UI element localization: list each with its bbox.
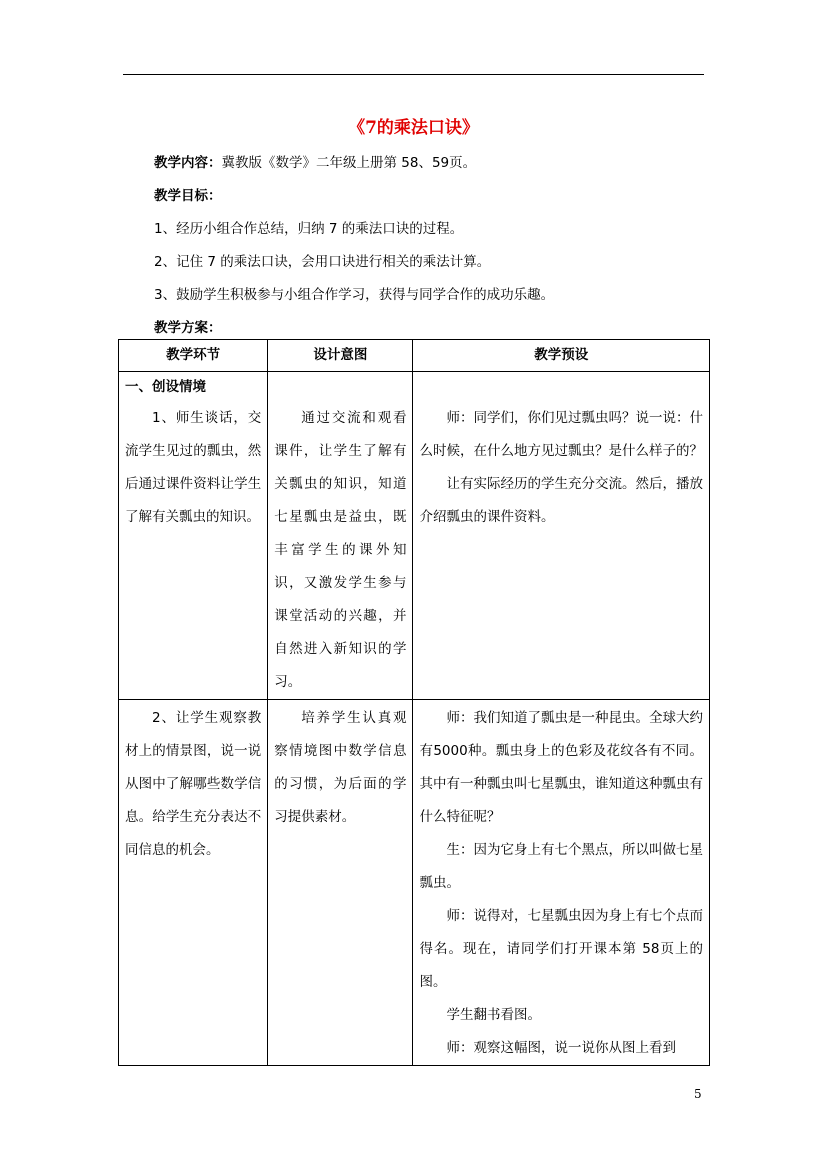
plan-cell bbox=[413, 700, 710, 1066]
intent-text: 培养学生认真观察情境图中数学信息的习惯，为后面的学习提供素材。 bbox=[274, 710, 407, 825]
plan-paragraph: 师：同学们，你们见过瓢虫吗？说一说：什么时候，在什么地方见过瓢虫？是什么样子的？ bbox=[419, 410, 703, 459]
column-header: 教学环节 bbox=[119, 340, 268, 372]
plan-cell bbox=[413, 372, 710, 700]
header-rule bbox=[123, 74, 704, 75]
plan-paragraph: 师：观察这幅图，说一说你从图上看到 bbox=[446, 1040, 676, 1056]
table-header-row bbox=[119, 340, 710, 372]
column-header: 设计意图 bbox=[268, 340, 413, 372]
lesson-plan-table bbox=[118, 339, 710, 1066]
objective-item: 2、记住 7 的乘法口诀，会用口诀进行相关的乘法计算。 bbox=[154, 254, 491, 270]
intent-text: 通过交流和观看课件，让学生了解有关瓢虫的知识，知道七星瓢虫是益虫，既丰富学生的课外知识，又激发学生参与课堂活动的兴趣，并自然进入新知识的学习。 bbox=[274, 410, 407, 690]
plan-paragraph: 让有实际经历的学生充分交流。然后，播放介绍瓢虫的课件资料。 bbox=[419, 476, 703, 525]
step-text: 1、师生谈话，交流学生见过的瓢虫，然后通过课件资料让学生了解有关瓢虫的知识。 bbox=[125, 410, 262, 525]
column-header: 教学预设 bbox=[413, 340, 710, 372]
page-title: 《7的乘法口诀》 bbox=[348, 118, 479, 138]
step-cell bbox=[119, 372, 268, 700]
objective-item: 1、经历小组合作总结，归纳 7 的乘法口诀的过程。 bbox=[154, 221, 464, 237]
step-cell bbox=[119, 700, 268, 1066]
plan-paragraph: 学生翻书看图。 bbox=[446, 1007, 541, 1023]
plan-paragraph: 生：因为它身上有七个黑点，所以叫做七星瓢虫。 bbox=[419, 842, 703, 891]
plan-label: 教学方案： bbox=[154, 320, 222, 336]
section-title: 一、创设情境 bbox=[125, 379, 206, 395]
content-text: 冀教版《数学》二年级上册第 58、59页。 bbox=[221, 155, 477, 171]
content-line bbox=[154, 151, 476, 171]
content-label: 教学内容： bbox=[154, 155, 222, 171]
step-text: 2、让学生观察教材上的情景图，说一说从图中了解哪些数学信息。给学生充分表达不同信息的机会。 bbox=[125, 710, 262, 858]
plan-paragraph: 师：我们知道了瓢虫是一种昆虫。全球大约有5000种。瓢虫身上的色彩及花纹各有不同。其中有一种瓢虫叫七星瓢虫，谁知道这种瓢虫有什么特征呢？ bbox=[419, 710, 703, 825]
objective-item: 3、鼓励学生积极参与小组合作学习，获得与同学合作的成功乐趣。 bbox=[154, 287, 555, 303]
plan-paragraph: 师：说得对，七星瓢虫因为身上有七个点而得名。现在，请同学们打开课本第 58页上的图。 bbox=[419, 908, 703, 990]
objectives-label: 教学目标： bbox=[154, 188, 222, 204]
intent-cell bbox=[268, 700, 413, 1066]
intent-cell bbox=[268, 372, 413, 700]
page-number: 5 bbox=[694, 1087, 702, 1101]
table-row bbox=[119, 372, 710, 700]
table-row bbox=[119, 700, 710, 1066]
